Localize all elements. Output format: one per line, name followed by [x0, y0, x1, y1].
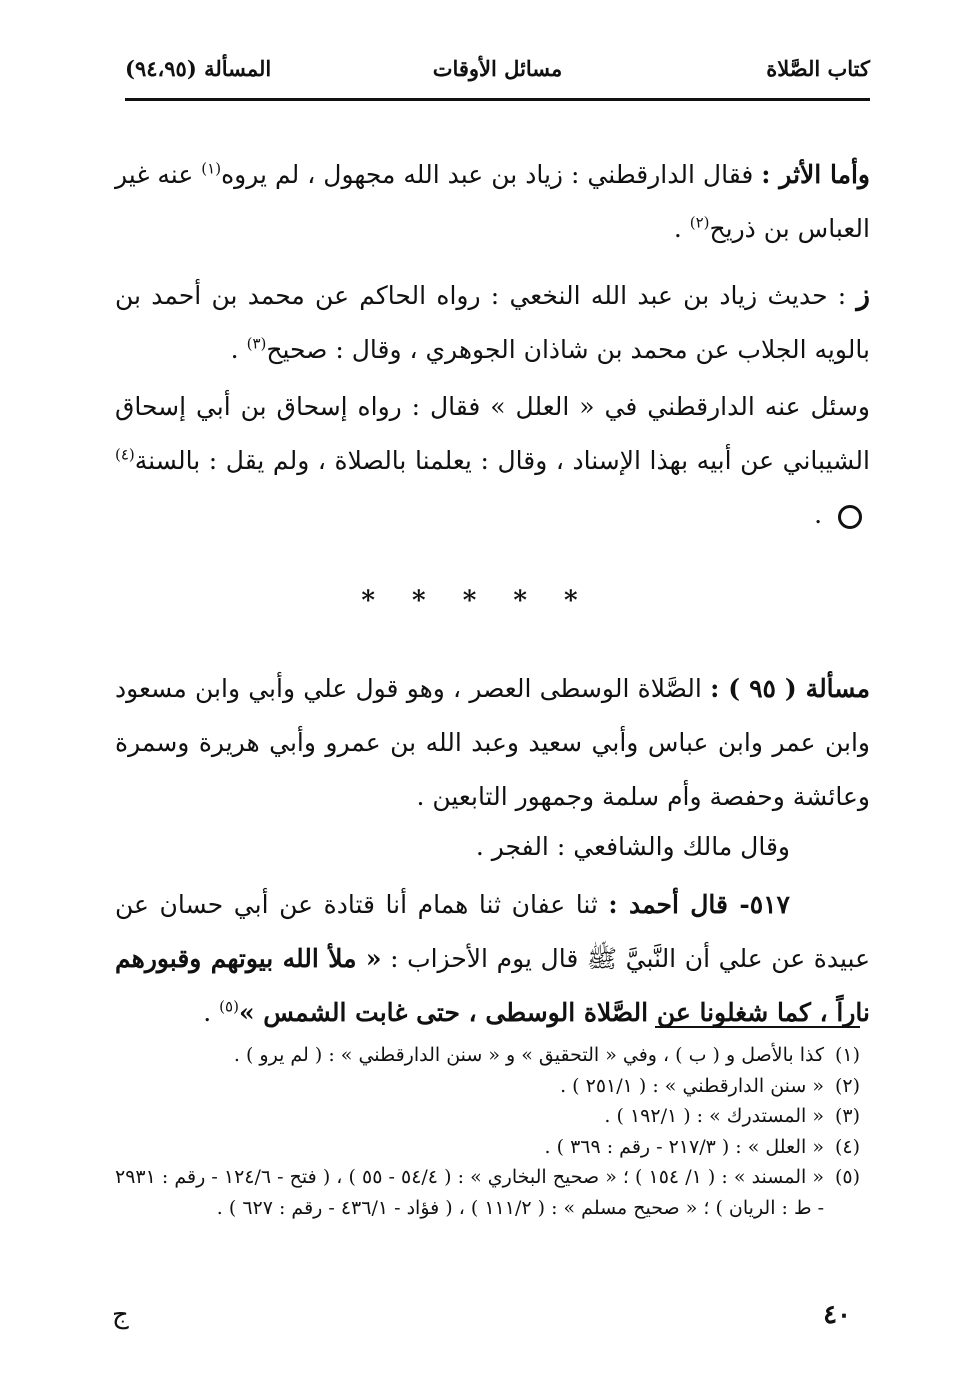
paragraph-text: وسئل عنه الدارقطني في « العلل » فقال : رواه إسحاق بن أبي إسحاق الشيباني عن أبيه بهذا الإسناد ، وقال : يعلمنا بالصلاة ، ولم يقل : بالسنة: [115, 392, 870, 475]
signature-mark: ج: [112, 1300, 129, 1330]
footnote-text: « المستدرك » : ( ١٩٢/١ ) .: [604, 1105, 824, 1127]
paragraph-hakim: [115, 268, 870, 377]
footnote-ref[interactable]: (٥): [219, 997, 239, 1016]
footnote-ref[interactable]: (٢): [689, 213, 710, 232]
paragraph-text: ثنا عفان ثنا همام أنا قتادة عن أبي حسان عن عبيدة عن علي أن النَّبيَّ ﷺ قال يوم الأحزاب :: [115, 890, 870, 973]
paragraph-lead: وأما الأثر :: [761, 160, 871, 189]
footnote-number: (١): [834, 1044, 860, 1066]
paragraph-text: : حديث زياد بن عبد الله النخعي : رواه الحاكم عن محمد بن أحمد بن بالويه الجلاب عن محمد بن شاذان الجوهري ، وقال : صحيح: [115, 281, 870, 364]
end-circle-icon: [838, 505, 862, 529]
paragraph-text: وقال مالك والشافعي : الفجر .: [475, 832, 790, 861]
paragraph-malik: [115, 820, 870, 874]
paragraph-text: فقال الدارقطني : زياد بن عبد الله مجهول ، لم يروه: [221, 160, 754, 189]
book-title: كتاب الصَّلاة: [766, 56, 870, 81]
paragraph-text: .: [230, 335, 239, 364]
footnote-number: (٣): [834, 1105, 860, 1127]
footnote-item: [115, 1162, 860, 1223]
footnote-text: « العلل » : ( ٢١٧/٣ - رقم : ٣٦٩ ) .: [544, 1135, 824, 1158]
hadith-quote: « ملأ الله بيوتهم وقبورهم ناراً ، كما شغلونا عن الصَّلاة الوسطى ، حتى غابت الشمس »: [115, 944, 870, 1027]
footnote-rule: [655, 1026, 860, 1028]
footnote-item: [115, 1101, 860, 1132]
footnote-item: [115, 1132, 860, 1163]
footnote-item: [115, 1040, 860, 1071]
issue-range: المسألة (٩٤،٩٥): [125, 56, 272, 81]
paragraph-text: .: [203, 998, 212, 1027]
page-number: ٤٠: [823, 1300, 851, 1330]
footnote-text: « سنن الدارقطني » : ( ٢٥١/١ ) .: [560, 1074, 824, 1097]
footnote-text: كذا بالأصل و ( ب ) ، وفي « التحقيق » و « سنن الدارقطني » : ( لم يرو ) .: [233, 1044, 824, 1066]
paragraph-text: الصَّلاة الوسطى العصر ، وهو قول علي وأبي وابن مسعود وابن عمر وابن عباس وأبي سعيد وعبد الله بن عمرو وأبي هريرة وسمرة وعائشة وحفصة وأم سلمة وجمهور التابعين .: [115, 674, 870, 811]
footnote-item: [115, 1071, 860, 1102]
paragraph-ilal: [115, 380, 870, 542]
footnote-ref[interactable]: (١): [201, 159, 222, 178]
zay-marker: ز: [856, 278, 870, 311]
hadith-number: ٥١٧- قال أحمد :: [608, 890, 790, 919]
paragraph-masala-95: [115, 662, 870, 824]
paragraph-text: عنه غير العباس بن ذريح: [115, 160, 870, 243]
footnotes: [115, 1040, 860, 1223]
issue-heading: مسألة ( ٩٥ ) :: [710, 674, 870, 703]
footnote-text: « المسند » : ( ١/ ١٥٤ ) ؛ « صحيح البخاري » : ( ٥٤/٤ - ٥٥ ) ، ( فتح - ١٢٤/٦ - رقم : ٢٩٣١ - ط : الريان ) ؛ « صحيح مسلم » : ( ١١١/٢ ) ، ( فؤاد - ٤٣٦/١ - رقم : ٦٢٧ ) .: [115, 1166, 824, 1219]
running-header: [125, 56, 870, 90]
footnote-number: (٤): [834, 1135, 860, 1158]
paragraph-hadith-517: [115, 878, 870, 1040]
footnote-ref[interactable]: (٤): [115, 445, 135, 464]
section-separator: * * * * *: [361, 586, 592, 616]
footnote-number: (٢): [834, 1074, 860, 1097]
paragraph-text: .: [673, 214, 682, 243]
paragraph-text: .: [814, 500, 823, 529]
footnote-ref[interactable]: (٣): [246, 334, 267, 353]
header-rule: [125, 98, 870, 101]
footnote-number: (٥): [834, 1166, 860, 1188]
chapter-title: مسائل الأوقات: [432, 56, 563, 81]
paragraph-athar: [115, 148, 870, 256]
